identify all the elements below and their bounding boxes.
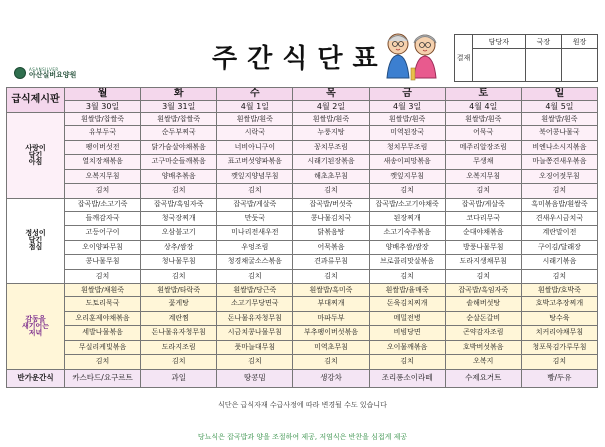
logo-name-ko: 아산실버요양원	[29, 70, 77, 79]
approval-signature-cell[interactable]	[473, 49, 526, 82]
menu-cell: 김치	[141, 184, 217, 199]
menu-cell: 청치무무조림	[369, 140, 445, 155]
breakfast-dish-row	[7, 169, 598, 184]
menu-cell: 부대찌개	[293, 297, 369, 312]
dinner-dish-row	[7, 355, 598, 370]
menu-cell: 김치	[217, 184, 293, 199]
section-label-line: 저녁	[28, 328, 43, 337]
snack-cell: 조리퐁소이라떼	[369, 369, 445, 387]
snack-cell: 땅콩밈	[217, 369, 293, 387]
menu-cell: 도라지조림	[141, 340, 217, 355]
day-date: 4월 5일	[521, 101, 597, 113]
menu-cell: 비빔당면	[369, 326, 445, 341]
menu-cell: 메밀전병	[369, 311, 445, 326]
lunch-rice-row	[7, 198, 598, 211]
snack-cell: 수제요거트	[445, 369, 521, 387]
approval-signature-cell[interactable]	[525, 49, 561, 82]
menu-cell: 흰쌀밥/호박죽	[521, 284, 597, 297]
menu-cell: 청경채굴소스볶음	[217, 255, 293, 270]
menu-cell: 호박버섯볶음	[445, 340, 521, 355]
menu-cell: 어묵국	[445, 126, 521, 141]
menu-cell: 비엔나소시지볶음	[521, 140, 597, 155]
menu-cell: 솥해버섯탕	[445, 297, 521, 312]
menu-cell: 순살돈갈비	[445, 311, 521, 326]
facility-logo	[14, 66, 102, 80]
snack-cell: 카스타드/요구르트	[65, 369, 141, 387]
day-date: 3월 30일	[65, 101, 141, 113]
menu-cell: 해초초무침	[293, 169, 369, 184]
day-name: 일	[521, 88, 597, 101]
section-label-line: 새기어는	[21, 321, 50, 330]
day-name: 수	[217, 88, 293, 101]
menu-cell: 된장찌개	[369, 211, 445, 226]
menu-cell: 세발나물볶음	[65, 326, 141, 341]
breakfast-dish-row	[7, 155, 598, 170]
menu-cell: 깻잎지무침	[369, 169, 445, 184]
menu-cell: 무실리케빛볶음	[65, 340, 141, 355]
menu-cell: 풋마늘대무침	[217, 340, 293, 355]
menu-cell: 구이김/달래장	[521, 240, 597, 255]
menu-cell: 흑미볶음밥/흰쌀죽	[521, 198, 597, 211]
section-label-line: 담긴	[28, 236, 43, 245]
menu-cell: 잡곡밥/흑임자죽	[445, 284, 521, 297]
menu-cell: 흰쌀밥/당근죽	[217, 284, 293, 297]
menu-cell: 흰쌀밥/흰죽	[293, 113, 369, 126]
menu-cell: 방풍나물무침	[445, 240, 521, 255]
lunch-dish-row	[7, 255, 598, 270]
menu-cell: 콩나물김치국	[293, 211, 369, 226]
day-name: 금	[369, 88, 445, 101]
menu-cell: 브로콜리맛살볶음	[369, 255, 445, 270]
section-label-line: 정성이	[25, 229, 46, 238]
menu-cell: 부추팽이버섯볶음	[293, 326, 369, 341]
menu-cell: 새송이피망볶음	[369, 155, 445, 170]
menu-cell: 소고기숙주볶음	[369, 226, 445, 241]
section-label-line: 담긴	[28, 150, 43, 159]
menu-cell: 잡곡밥/흑임자죽	[141, 198, 217, 211]
menu-cell: 들깨감자국	[65, 211, 141, 226]
menu-cell: 돈육김치찌개	[369, 297, 445, 312]
menu-cell: 청국장찌개	[141, 211, 217, 226]
menu-cell: 북어콩나물국	[521, 126, 597, 141]
menu-cell: 잡곡밥/소고기죽	[65, 198, 141, 211]
menu-cell: 누룽지탕	[293, 126, 369, 141]
approval-role: 원장	[561, 35, 597, 49]
menu-cell: 고구마순들깨볶음	[141, 155, 217, 170]
menu-cell: 시락국	[217, 126, 293, 141]
day-name: 토	[445, 88, 521, 101]
dinner-rice-row	[7, 284, 598, 297]
lunch-dish-row	[7, 211, 598, 226]
menu-cell: 계란말이전	[521, 226, 597, 241]
menu-cell: 흰쌀밥/율매죽	[369, 284, 445, 297]
menu-cell: 탕수육	[521, 311, 597, 326]
logo-mark-icon	[14, 67, 26, 79]
menu-cell: 오이양파무침	[65, 240, 141, 255]
approval-side-label: 결재	[455, 35, 473, 82]
menu-cell: 오이물깨볶음	[369, 340, 445, 355]
menu-cell: 도라지생채무침	[445, 255, 521, 270]
day-name: 화	[141, 88, 217, 101]
menu-cell: 오복지무침	[65, 169, 141, 184]
dinner-dish-row	[7, 340, 598, 355]
menu-cell: 오삼불고기	[141, 226, 217, 241]
day-header-row	[7, 88, 598, 101]
menu-cell: 오리훈제야채볶음	[65, 311, 141, 326]
menu-cell: 양배추쌈/쌈장	[369, 240, 445, 255]
menu-cell: 마파두부	[293, 311, 369, 326]
menu-cell: 너비아니구이	[217, 140, 293, 155]
menu-cell: 잡곡밥/게살죽	[217, 198, 293, 211]
menu-cell: 어묵볶음	[293, 240, 369, 255]
menu-cell: 시래기된장볶음	[293, 155, 369, 170]
approval-role: 담당자	[473, 35, 526, 49]
menu-cell: 김치	[445, 184, 521, 199]
approval-signature-cell[interactable]	[561, 49, 597, 82]
menu-cell: 시래기볶음	[521, 255, 597, 270]
menu-cell: 상추/쌈장	[141, 240, 217, 255]
menu-cell: 흰쌀밥/타락죽	[141, 284, 217, 297]
menu-cell: 콩나물무침	[65, 255, 141, 270]
menu-cell: 시금치콩나물무침	[217, 326, 293, 341]
lunch-section-label	[7, 198, 65, 284]
day-date: 4월 2일	[293, 101, 369, 113]
menu-cell: 김치	[217, 355, 293, 370]
day-name: 목	[293, 88, 369, 101]
menu-cell: 돈나물유자청무침	[217, 311, 293, 326]
menu-cell: 흰쌀밥/채흰죽	[65, 284, 141, 297]
day-date: 3월 31일	[141, 101, 217, 113]
menu-cell: 순대야채볶음	[445, 226, 521, 241]
menu-cell: 흰쌀밥/흰죽	[445, 113, 521, 126]
section-label-line: 아침	[28, 157, 43, 166]
menu-cell: 잡곡밥/버섯죽	[293, 198, 369, 211]
day-date: 4월 4일	[445, 101, 521, 113]
breakfast-section-label	[7, 113, 65, 199]
grandparents-illustration-icon	[378, 28, 446, 84]
menu-cell: 김치	[293, 269, 369, 284]
menu-cell: 열치장채볶음	[65, 155, 141, 170]
menu-cell: 김치	[521, 184, 597, 199]
menu-cell: 김치	[521, 269, 597, 284]
breakfast-dish-row	[7, 140, 598, 155]
day-name: 월	[65, 88, 141, 101]
menu-cell: 김치	[521, 355, 597, 370]
dinner-dish-row	[7, 311, 598, 326]
breakfast-rice-row	[7, 113, 598, 126]
menu-cell: 김치	[65, 184, 141, 199]
menu-cell: 마늘쫑견새우볶음	[521, 155, 597, 170]
menu-cell: 흰쌀밥/찹쌀죽	[141, 113, 217, 126]
menu-cell: 깻잎지양념무침	[217, 169, 293, 184]
menu-cell: 김치	[445, 269, 521, 284]
menu-cell: 닭가슴살야채볶음	[141, 140, 217, 155]
menu-cell: 김치	[141, 355, 217, 370]
menu-cell: 코다리무국	[445, 211, 521, 226]
dinner-dish-row	[7, 297, 598, 312]
menu-cell: 무생채	[445, 155, 521, 170]
menu-cell: 꽁치무조림	[293, 140, 369, 155]
menu-cell: 견새우시금치국	[521, 211, 597, 226]
breakfast-dish-row	[7, 126, 598, 141]
menu-cell: 김치	[217, 269, 293, 284]
weekly-menu-table	[6, 87, 598, 388]
menu-cell: 도토리묵국	[65, 297, 141, 312]
approval-role: 국장	[525, 35, 561, 49]
menu-cell: 오복지무침	[445, 169, 521, 184]
menu-cell: 순두부찌국	[141, 126, 217, 141]
menu-cell: 만둣국	[217, 211, 293, 226]
menu-cell: 청포묵김가루무침	[521, 340, 597, 355]
menu-cell: 미역초무침	[293, 340, 369, 355]
menu-cell: 미나리전새우전	[217, 226, 293, 241]
breakfast-dish-row	[7, 184, 598, 199]
menu-cell: 청나물무침	[141, 255, 217, 270]
menu-cell: 계란찜	[141, 311, 217, 326]
dinner-dish-row	[7, 326, 598, 341]
lunch-dish-row	[7, 226, 598, 241]
menu-cell: 유부두국	[65, 126, 141, 141]
menu-cell: 양배추볶음	[141, 169, 217, 184]
menu-cell: 메주리알장조림	[445, 140, 521, 155]
snack-row	[7, 369, 598, 387]
day-date: 4월 3일	[369, 101, 445, 113]
menu-cell: 흰쌀밥/찹쌀죽	[65, 113, 141, 126]
lunch-dish-row	[7, 269, 598, 284]
page-title: 주간식단표	[212, 44, 388, 74]
menu-cell: 잡곡밥/게살죽	[445, 198, 521, 211]
label-column-header: 급식제시판	[7, 88, 65, 113]
menu-cell: 오복지	[445, 355, 521, 370]
menu-cell: 김치	[293, 355, 369, 370]
snack-cell: 과일	[141, 369, 217, 387]
menu-cell: 견과류무침	[293, 255, 369, 270]
menu-cell: 김치	[293, 184, 369, 199]
menu-cell: 김치	[65, 355, 141, 370]
section-label-line: 사랑이	[25, 143, 46, 152]
snack-section-label: 반가운간식	[7, 369, 65, 387]
menu-cell: 닭볶음탕	[293, 226, 369, 241]
page-header	[0, 0, 605, 82]
section-label-line: 점심	[28, 243, 43, 252]
menu-cell: 호박고추장찌개	[521, 297, 597, 312]
menu-cell: 흰쌀밥/흑미죽	[293, 284, 369, 297]
change-notice: 식단은 급식자재 수급사정에 따라 변경될 수도 있습니다	[218, 401, 387, 409]
approval-box	[454, 34, 598, 82]
diet-footer-note: 당뇨식은 잡곡밥과 양을 조절하여 제공, 저염식은 반찬을 심접게 제공	[197, 433, 408, 441]
snack-cell: 빵/두유	[521, 369, 597, 387]
menu-cell: 잡곡밥/소고기야채죽	[369, 198, 445, 211]
menu-cell: 치커리야채무침	[521, 326, 597, 341]
menu-cell: 흰쌀밥/흰죽	[521, 113, 597, 126]
menu-cell: 미역된장국	[369, 126, 445, 141]
menu-cell: 소고기무당면국	[217, 297, 293, 312]
menu-cell: 김치	[369, 184, 445, 199]
dinner-section-label	[7, 284, 65, 370]
logo-name-en: ASANSILVER	[29, 66, 59, 72]
menu-cell: 고등어구이	[65, 226, 141, 241]
menu-cell: 김치	[369, 269, 445, 284]
menu-cell: 오징어젓무침	[521, 169, 597, 184]
menu-cell: 표고버섯양파볶음	[217, 155, 293, 170]
snack-cell: 생강차	[293, 369, 369, 387]
menu-cell: 김치	[65, 269, 141, 284]
menu-cell: 김치	[369, 355, 445, 370]
section-label-line: 감동을	[25, 314, 46, 323]
menu-cell: 팽이버섯전	[65, 140, 141, 155]
menu-cell: 돈나물유자청무침	[141, 326, 217, 341]
menu-cell: 흰쌀밥/흰죽	[369, 113, 445, 126]
menu-cell: 곤약감자조림	[445, 326, 521, 341]
lunch-dish-row	[7, 240, 598, 255]
menu-cell: 꽃게탕	[141, 297, 217, 312]
menu-cell: 흰쌀밥/흰죽	[217, 113, 293, 126]
day-date: 4월 1일	[217, 101, 293, 113]
date-header-row	[7, 101, 598, 113]
menu-cell: 우엉조림	[217, 240, 293, 255]
menu-cell: 김치	[141, 269, 217, 284]
